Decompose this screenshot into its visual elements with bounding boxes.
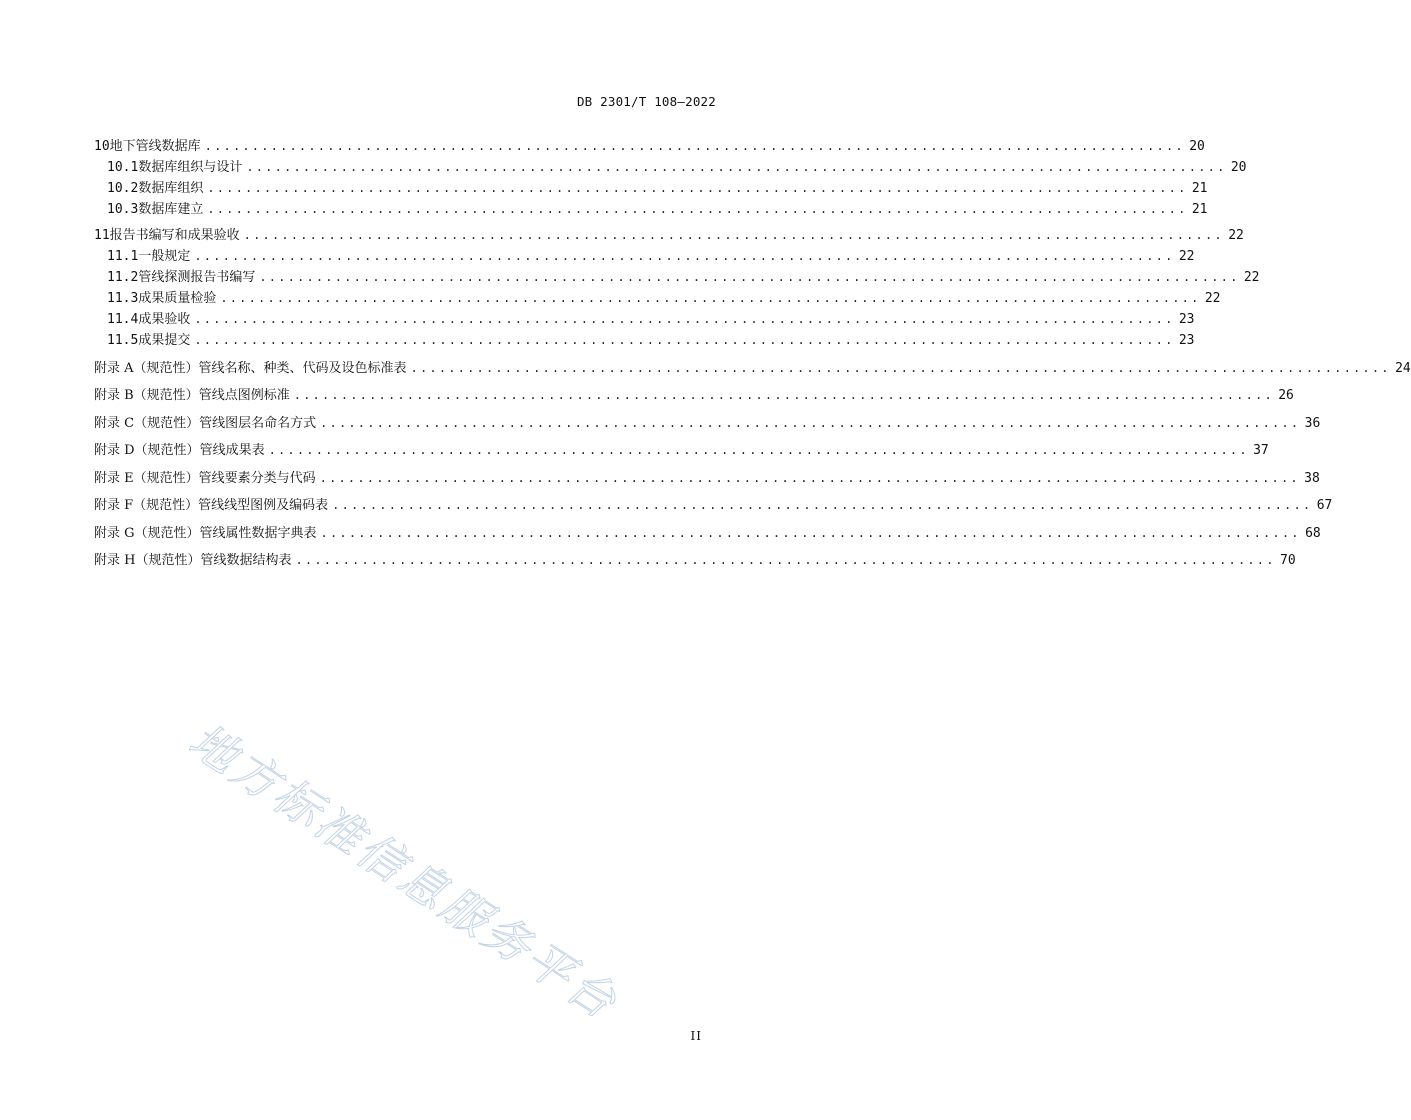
toc-number: 11: [94, 228, 110, 243]
toc-entry[interactable]: [94, 267, 1260, 288]
toc-page: 24: [1395, 360, 1411, 376]
toc-number: 10: [94, 139, 110, 154]
appendix-label: 附录 H（规范性）: [94, 553, 201, 568]
toc-leader: ........................................................................................................: [259, 270, 1240, 284]
toc-page: 37: [1253, 443, 1269, 458]
toc-entry[interactable]: [94, 288, 1221, 309]
toc-title: 数据库组织与设计: [138, 160, 243, 175]
appendix-label: 附录 G（规范性）: [94, 525, 200, 541]
toc-title: 数据库组织: [138, 181, 204, 196]
toc-leader: ........................................................................................................: [332, 498, 1313, 512]
page-number: II: [690, 1029, 702, 1043]
toc-page: 22: [1204, 291, 1221, 306]
toc-title: 数据库建立: [138, 202, 204, 217]
toc-leader: ........................................................................................................: [207, 202, 1188, 216]
toc-page: 22: [1243, 270, 1260, 285]
toc-appendix-entry[interactable]: [94, 413, 1321, 434]
toc-leader: ........................................................................................................: [320, 525, 1301, 540]
toc-page: 36: [1304, 415, 1321, 431]
toc-appendix-entry[interactable]: [94, 523, 1321, 544]
toc-number: 10.1: [107, 160, 139, 175]
toc-entry[interactable]: [94, 330, 1195, 351]
toc-page: 23: [1178, 333, 1195, 348]
toc-leader: ........................................................................................................: [243, 228, 1224, 242]
appendix-title: 管线图层名命名方式: [199, 415, 317, 431]
toc-leader: ........................................................................................................: [319, 470, 1300, 485]
toc-number: 11.3: [107, 291, 139, 306]
toc-leader: ........................................................................................................: [194, 249, 1175, 263]
toc-entry[interactable]: [94, 309, 1195, 330]
table-of-contents: [94, 136, 1411, 571]
appendix-title: 管线要素分类与代码: [198, 470, 316, 486]
toc-title: 一般规定: [138, 249, 191, 264]
toc-title: 成果验收: [138, 312, 191, 327]
toc-leader: ........................................................................................................: [207, 181, 1188, 195]
toc-number: 11.4: [107, 312, 139, 327]
toc-leader: ........................................................................................................: [194, 312, 1175, 326]
toc-page: 70: [1280, 553, 1296, 568]
toc-title: 成果质量检验: [138, 291, 217, 306]
appendix-label: 附录 A（规范性）: [94, 360, 199, 376]
toc-leader: ........................................................................................................: [410, 360, 1391, 375]
toc-leader: ........................................................................................................: [268, 443, 1249, 457]
toc-title: 管线探测报告书编写: [138, 270, 256, 285]
watermark: 地方标准信息服务平台: [179, 712, 629, 1031]
toc-leader: ........................................................................................................: [295, 553, 1276, 567]
toc-number: 10.2: [107, 181, 139, 196]
appendix-label: 附录 D（规范性）: [94, 443, 200, 458]
appendix-title: 管线成果表: [199, 443, 265, 458]
toc-page: 20: [1189, 139, 1205, 154]
toc-title: 地下管线数据库: [109, 139, 201, 154]
appendix-label: 附录 E（规范性）: [94, 470, 199, 486]
appendix-title: 管线数据结构表: [200, 553, 292, 568]
toc-leader: ........................................................................................................: [293, 388, 1274, 402]
toc-page: 68: [1305, 525, 1321, 541]
toc-page: 22: [1228, 228, 1244, 243]
toc-page: 26: [1278, 388, 1294, 403]
toc-appendix-entry[interactable]: [94, 550, 1296, 571]
toc-leader: ........................................................................................................: [246, 160, 1227, 174]
toc-appendix-entry[interactable]: [94, 358, 1411, 379]
toc-entry[interactable]: [94, 225, 1244, 246]
toc-entry[interactable]: [94, 246, 1195, 267]
toc-appendix-entry[interactable]: [94, 440, 1269, 461]
toc-appendix-entry[interactable]: [94, 468, 1320, 489]
toc-leader: ........................................................................................................: [220, 291, 1201, 305]
toc-page: 20: [1230, 160, 1247, 175]
toc-appendix-entry[interactable]: [94, 495, 1333, 516]
toc-page: 22: [1178, 249, 1195, 264]
toc-entry[interactable]: [94, 199, 1208, 220]
toc-appendix-entry[interactable]: [94, 385, 1294, 406]
toc-entry[interactable]: [94, 178, 1208, 199]
toc-number: 11.2: [107, 270, 139, 285]
toc-number: 10.3: [107, 202, 139, 217]
toc-title: 报告书编写和成果验收: [109, 228, 240, 243]
appendix-title: 管线点图例标准: [198, 388, 290, 403]
appendix-title: 管线名称、种类、代码及设色标准表: [198, 360, 407, 376]
toc-page: 23: [1178, 312, 1195, 327]
appendix-label: 附录 C（规范性）: [94, 415, 200, 431]
document-code: DB 2301/T 108—2022: [576, 94, 716, 109]
toc-page: 21: [1191, 202, 1208, 217]
toc-page: 21: [1191, 181, 1208, 196]
toc-page: 67: [1316, 498, 1333, 513]
appendix-label: 附录 F（规范性）: [94, 498, 199, 513]
toc-entry[interactable]: [94, 157, 1247, 178]
toc-leader: ........................................................................................................: [204, 139, 1185, 153]
toc-title: 成果提交: [138, 333, 191, 348]
toc-leader: ........................................................................................................: [194, 333, 1175, 347]
toc-number: 11.1: [107, 249, 139, 264]
appendix-title: 管线线型图例及编码表: [198, 498, 329, 513]
toc-number: 11.5: [107, 333, 139, 348]
toc-entry[interactable]: [94, 136, 1205, 157]
toc-page: 38: [1304, 470, 1320, 486]
toc-leader: ........................................................................................................: [320, 415, 1301, 430]
appendix-label: 附录 B（规范性）: [94, 388, 199, 403]
appendix-title: 管线属性数据字典表: [199, 525, 317, 541]
